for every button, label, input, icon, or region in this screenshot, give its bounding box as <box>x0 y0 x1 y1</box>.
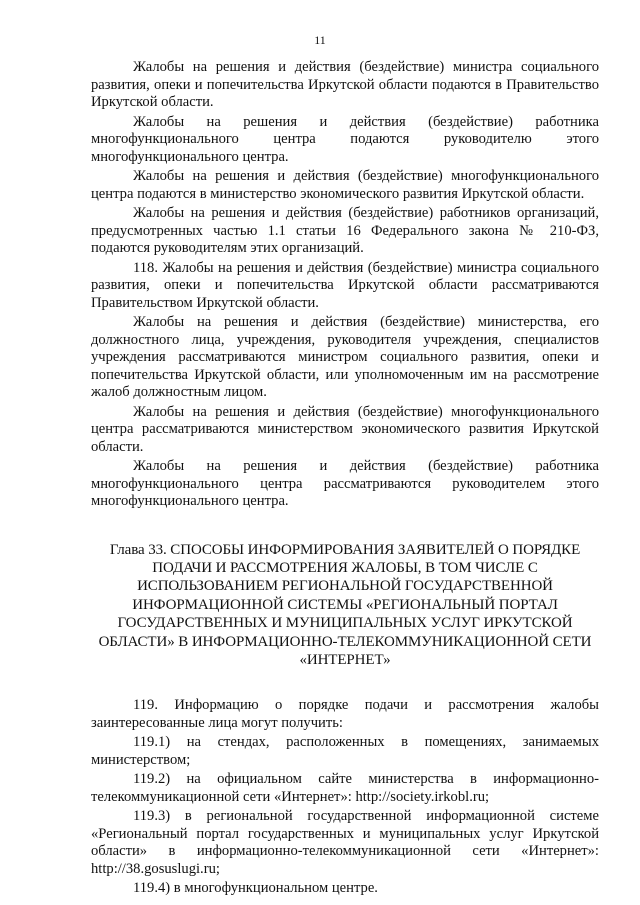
paragraph-119-1: 119.1) на стендах, расположенных в помещениях, занимаемых министерством; <box>91 734 599 768</box>
paragraph-119-3: 119.3) в региональной государственной информационной системе «Региональный портал государственных и муниципальных услуг Иркутской области» в информационно-телекоммуникационной сети «Интернет»: http://38.gosuslugi.ru; <box>91 808 599 877</box>
paragraph-118: 118. Жалобы на решения и действия (бездействие) министра социального развития, опеки и попечительства Иркутской области рассматриваются Правительством Иркутской области. <box>91 259 599 311</box>
paragraph: Жалобы на решения и действия (бездействие) министерства, его должностного лица, учреждения, руководителя учреждения, специалистов учреждения рассматриваются министром социального развития, опеки и попечительства Иркутской области, или уполномоченным им на рассмотрение жалоб должностным лицом. <box>91 314 599 400</box>
paragraph-119-4: 119.4) в многофункциональном центре. <box>133 880 378 897</box>
paragraph: Жалобы на решения и действия (бездействие) работника многофункционального центра рассматриваются руководителем этого многофункционального центра. <box>91 458 599 509</box>
paragraph-119: 119. Информацию о порядке подачи и рассмотрения жалобы заинтересованные лица могут получить: <box>91 697 599 731</box>
paragraph: Жалобы на решения и действия (бездействие) многофункционального центра подаются в министерство экономического развития Иркутской области. <box>91 168 599 202</box>
document-body <box>91 59 599 898</box>
chapter-heading: Глава 33. СПОСОБЫ ИНФОРМИРОВАНИЯ ЗАЯВИТЕЛЕЙ О ПОРЯДКЕ ПОДАЧИ И РАССМОТРЕНИЯ ЖАЛОБЫ, В ТОМ ЧИСЛЕ С ИСПОЛЬЗОВАНИЕМ РЕГИОНАЛЬНОЙ ГОСУДАРСТВЕННОЙ ИНФОРМАЦИОННОЙ СИСТЕМЫ «РЕГИОНАЛЬНЫЙ ПОРТАЛ ГОСУДАРСТВЕННЫХ И МУНИЦИПАЛЬНЫХ УСЛУГ ИРКУТСКОЙ ОБЛАСТИ» В ИНФОРМАЦИОННО-ТЕЛЕКОММУНИКАЦИОННОЙ СЕТИ «ИНТЕРНЕТ» <box>98 541 592 668</box>
paragraph: Жалобы на решения и действия (бездействие) министра социального развития, опеки и попечительства Иркутской области подаются в Правительство Иркутской области. <box>91 59 599 110</box>
paragraph: Жалобы на решения и действия (бездействие) работника многофункционального центра подаются руководителю этого многофункционального центра. <box>91 113 599 165</box>
paragraph: Жалобы на решения и действия (бездействие) работников организаций, предусмотренных частью 1.1 статьи 16 Федерального закона № 210-ФЗ, подаются руководителям этих организаций. <box>91 205 599 256</box>
paragraph-119-2: 119.2) на официальном сайте министерства в информационно-телекоммуникационной сети «Интернет»: http://society.irkobl.ru; <box>91 771 599 805</box>
page-number: 11 <box>314 33 326 47</box>
paragraph: Жалобы на решения и действия (бездействие) многофункционального центра рассматриваются министерством экономического развития Иркутской области. <box>91 403 599 455</box>
